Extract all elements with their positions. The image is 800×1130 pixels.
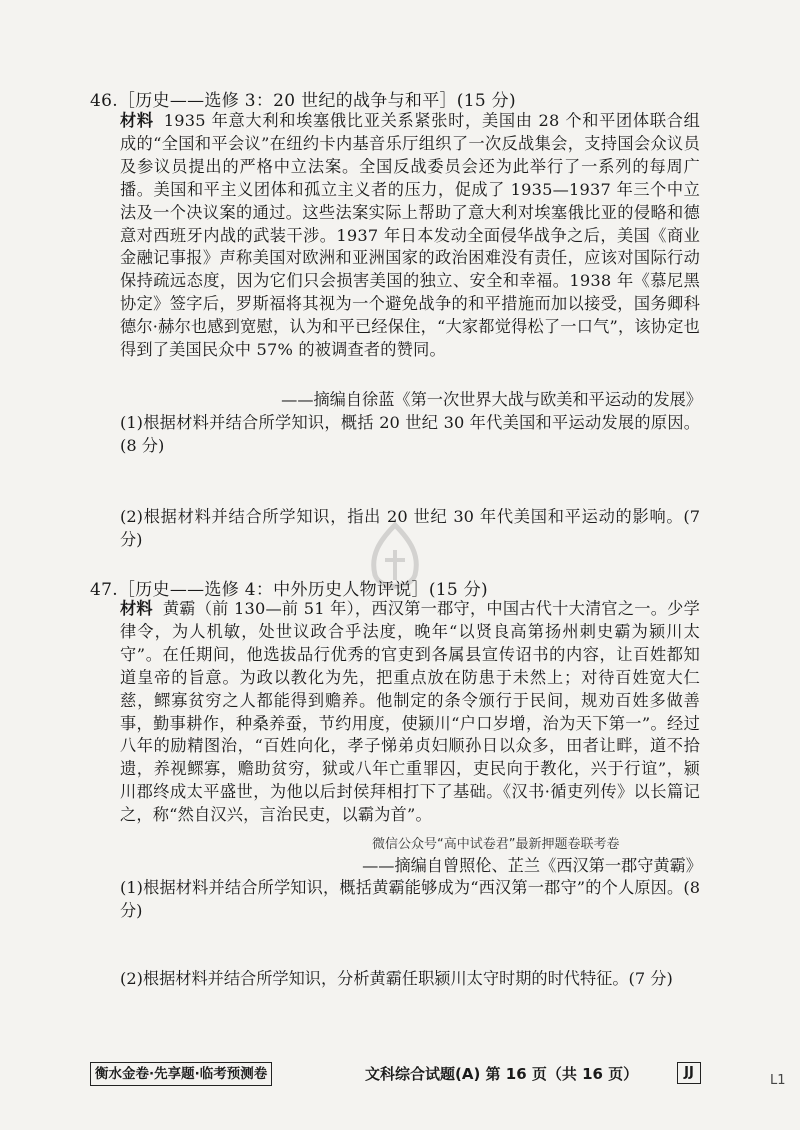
q46-sub-question-2: (2)根据材料并结合所学知识，指出 20 世纪 30 年代美国和平运动的影响。(7 分) [120, 507, 700, 549]
wechat-watermark: 微信公众号“高中试卷君”最新押题卷联考卷 [372, 837, 620, 852]
q46-source: ——摘编自徐蓝《第一次世界大战与欧美和平运动的发展》 [281, 390, 702, 409]
q47-source: ——摘编自曾照伦、芷兰《西汉第一郡守黄霸》 [362, 856, 702, 875]
q47-sub-question-2: (2)根据材料并结合所学知识，分析黄霸任职颍川太守时期的时代特征。(7 分) [120, 969, 673, 988]
paper-code-badge: JJ [677, 1062, 701, 1084]
q47-material-label: 材料 [120, 599, 153, 618]
q46-material [120, 110, 700, 362]
brand-label: 衡水金卷·先享题·临考预测卷 [90, 1062, 272, 1086]
q47-material [120, 598, 700, 827]
q46-material-text: 1935 年意大利和埃塞俄比亚关系紧张时，美国由 28 个和平团体联合组成的“全国和平会议”在纽约卡内基音乐厅组织了一次反战集会，支持国会众议员及参议员提出的严格中立法案。全国反战委员会还为此举行了一系列的每周广播。美国和平主义团体和孤立主义者的压力，促成了 1935—1937 年三个中立法及一个决议案的通过。这些法案实际上帮助了意大利对埃塞俄比亚的侵略和德意对西班牙内战的武装干涉。1937 年日本发动全面侵华战争之后，美国《商业金融记事报》声称美国对欧洲和亚洲国家的政治困难没有责任，应该对国际行动保持疏远态度，因为它们只会损害美国的独立、安全和幸福。1938 年《慕尼黑协定》签字后，罗斯福将其视为一个避免战争的和平措施而加以接受，国务卿科德尔·赫尔也感到宽慰，认为和平已经保住，“大家都觉得松了一口气”，该协定也得到了美国民众中 57% 的被调查者的赞同。 [120, 111, 700, 360]
q47-material-text: 黄霸（前 130—前 51 年），西汉第一郡守，中国古代十大清官之一。少学律令，为人机敏，处世议政合乎法度，晚年“以贤良高第扬州刺史霸为颍川太守”。在任期间，他选拔品行优秀的官吏到各属县宣传诏书的内容，让百姓都知道皇帝的旨意。为政以教化为先，把重点放在防患于未然上；对待百姓宽大仁慈，鳏寡贫穷之人都能得到赡养。他制定的条令颁行于民间，规劝百姓多做善事，勤事耕作，种桑养蚕，节约用度，使颍川“户口岁增，治为天下第一”。经过八年的励精图治，“百姓向化，孝子悌弟贞妇顺孙日以众多，田者让畔，道不拾遗，养视鳏寡，赡助贫穷，狱或八年亡重罪囚，吏民向于教化，兴于行谊”，颍川郡终成太平盛世，为他以后封侯拜相打下了基础。《汉书·循吏列传》以长篇记之，称“然自汉兴，言治民吏，以霸为首”。 [120, 599, 700, 825]
q47-heading: 47.［历史——选修 4：中外历史人物评说］(15 分) [90, 580, 488, 600]
page-footer [90, 1062, 710, 1088]
q46-material-label: 材料 [120, 111, 154, 130]
footer-page-info: 文科综合试题(A) 第 16 页（共 16 页） [365, 1065, 639, 1083]
q47-sub-question-1: (1)根据材料并结合所学知识，概括黄霸能够成为“西汉第一郡守”的个人原因。(8 分) [120, 878, 700, 920]
corner-mark: L1 [770, 1073, 786, 1088]
q46-sub-question-1: (1)根据材料并结合所学知识，概括 20 世纪 30 年代美国和平运动发展的原因。(8 分) [120, 413, 700, 455]
q46-heading: 46.［历史——选修 3：20 世纪的战争与和平］(15 分) [90, 91, 516, 111]
